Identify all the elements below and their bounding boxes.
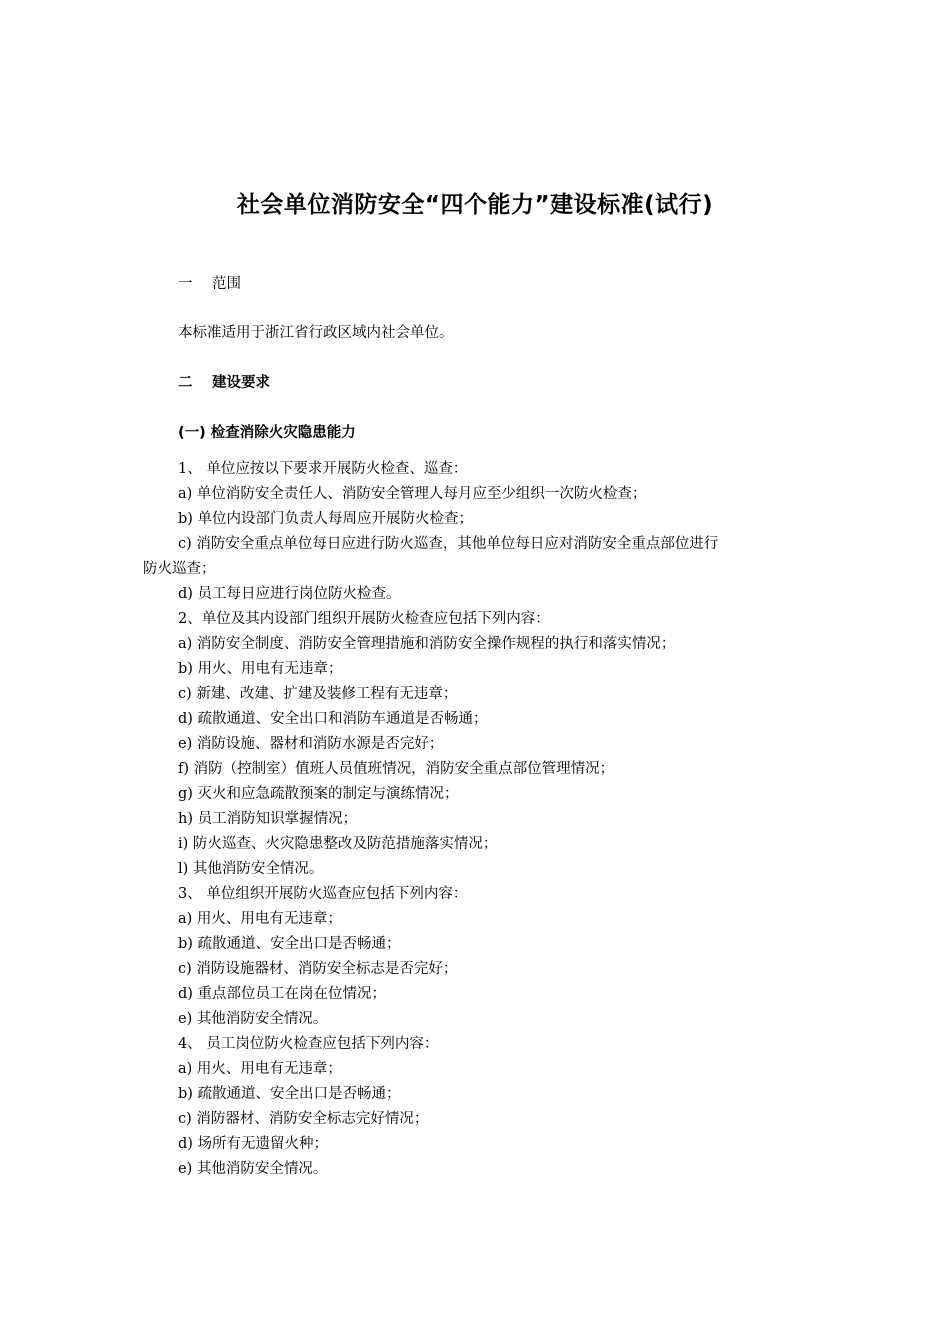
- list-item: b) 疏散通道、安全出口是否畅通；: [178, 1086, 401, 1102]
- document-title: 社会单位消防安全“四个能力”建设标准(试行): [236, 192, 714, 218]
- list-item: e) 其他消防安全情况。: [178, 1161, 328, 1177]
- list-item: c) 消防器材、消防安全标志完好情况；: [178, 1111, 429, 1127]
- list-item: d) 员工每日应进行岗位防火检查。: [178, 586, 401, 602]
- list-item: a) 消防安全制度、消防安全管理措施和消防安全操作规程的执行和落实情况；: [178, 636, 676, 652]
- list-item: c) 消防设施器材、消防安全标志是否完好；: [178, 961, 458, 977]
- list-item: 4、 员工岗位防火检查应包括下列内容：: [178, 1036, 439, 1052]
- section-heading-scope: [178, 274, 241, 294]
- list-item: 1、 单位应按以下要求开展防火检查、巡查：: [178, 461, 468, 477]
- list-item: e) 消防设施、器材和消防水源是否完好；: [178, 736, 444, 752]
- list-item: c) 新建、改建、扩建及装修工程有无违章；: [178, 686, 458, 702]
- section-number: 一: [178, 276, 193, 292]
- section-number: 二: [178, 375, 193, 391]
- list-item: a) 用火、用电有无违章；: [178, 911, 342, 927]
- section-heading-requirements: [178, 373, 270, 393]
- list-item: l) 其他消防安全情况。: [178, 861, 324, 877]
- section-label: 范围: [212, 276, 241, 292]
- list-item: b) 疏散通道、安全出口是否畅通；: [178, 936, 401, 952]
- list-item: h) 员工消防知识掌握情况；: [178, 811, 358, 827]
- list-item: b) 用火、用电有无违章；: [178, 661, 343, 677]
- subsection-heading: (一) 检查消除火灾隐患能力: [178, 425, 356, 441]
- list-item: i) 防火巡查、火灾隐患整改及防范措施落实情况；: [178, 836, 498, 852]
- list-item: a) 用火、用电有无违章；: [178, 1061, 342, 1077]
- list-item: 2、单位及其内设部门组织开展防火检查应包括下列内容：: [178, 611, 550, 627]
- list-item: f) 消防（控制室）值班人员值班情况，消防安全重点部位管理情况；: [178, 761, 615, 777]
- scope-paragraph: 本标准适用于浙江省行政区域内社会单位。: [178, 325, 454, 341]
- list-item: d) 场所有无遗留火种；: [178, 1136, 329, 1152]
- section-label: 建设要求: [212, 375, 270, 391]
- list-item-continuation: 防火巡查；: [143, 561, 216, 577]
- list-item: a) 单位消防安全责任人、消防安全管理人每月应至少组织一次防火检查；: [178, 486, 647, 502]
- list-item: e) 其他消防安全情况。: [178, 1011, 328, 1027]
- list-item: b) 单位内设部门负责人每周应开展防火检查；: [178, 511, 474, 527]
- list-item: 3、 单位组织开展防火巡查应包括下列内容：: [178, 886, 468, 902]
- list-item: d) 重点部位员工在岗在位情况；: [178, 986, 387, 1002]
- list-item: d) 疏散通道、安全出口和消防车通道是否畅通；: [178, 711, 488, 727]
- list-item: g) 灭火和应急疏散预案的制定与演练情况；: [178, 786, 459, 802]
- list-item: c) 消防安全重点单位每日应进行防火巡查，其他单位每日应对消防安全重点部位进行: [178, 536, 719, 552]
